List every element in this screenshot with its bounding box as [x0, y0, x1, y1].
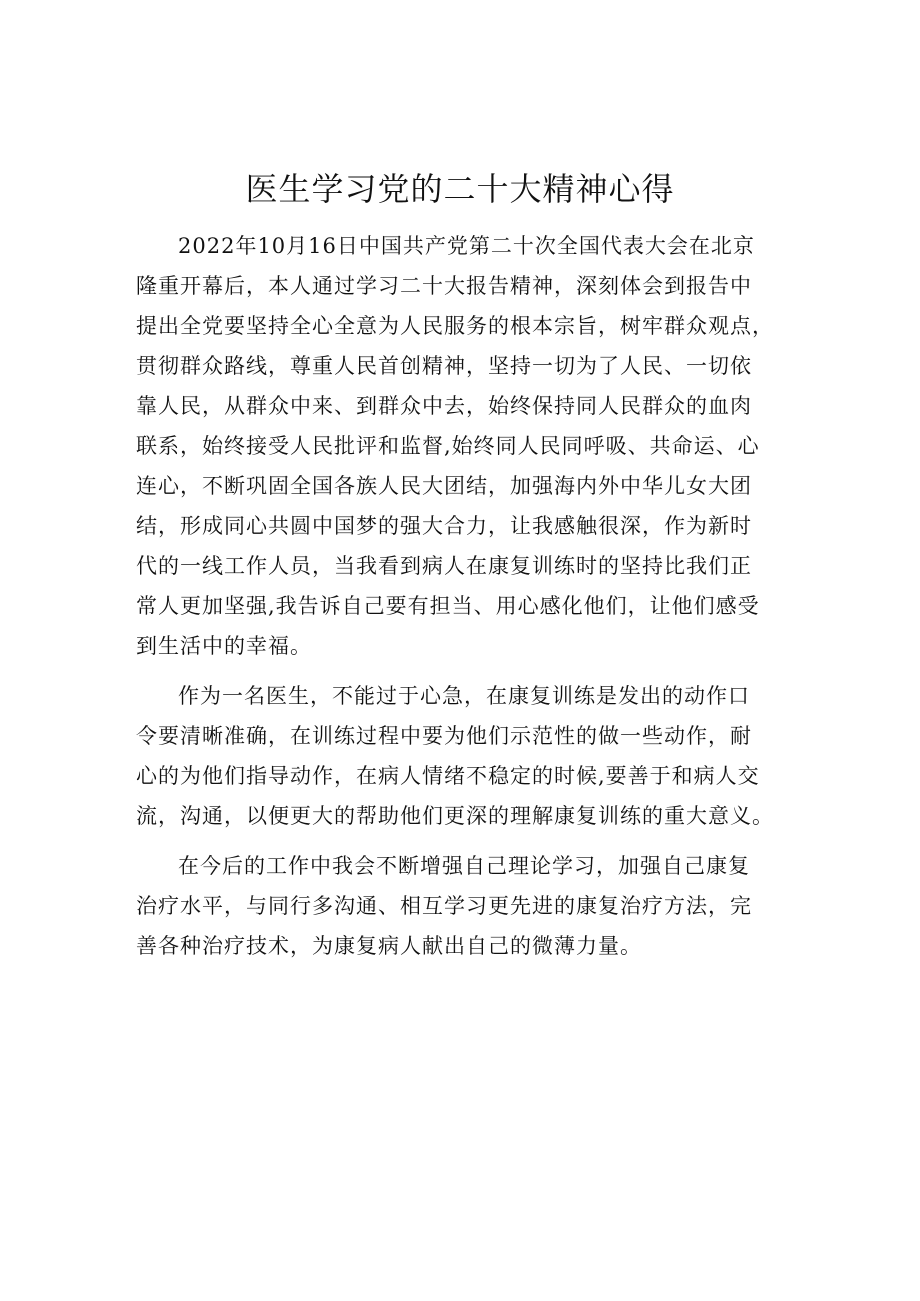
document-title: 医生学习党的二十大精神心得: [245, 170, 675, 209]
paragraph-3: [136, 846, 806, 966]
paragraph-line: 提出全党要坚持全心全意为人民服务的根本宗旨，树牢群众观点，: [136, 314, 774, 338]
paragraph-line: 连心，不断巩固全国各族人民大团结，加强海内外中华儿女大团: [136, 474, 752, 498]
document-body: [136, 226, 806, 966]
paragraph-1: [136, 226, 806, 666]
paragraph-line: 在今后的工作中我会不断增强自己理论学习，加强自己康复: [178, 854, 750, 878]
paragraph-line: 心的为他们指导动作，在病人情绪不稳定的时候,要善于和病人交: [136, 764, 760, 788]
paragraph-line: 2022年10月16日中国共产党第二十次全国代表大会在北京: [178, 234, 755, 258]
paragraph-2: [136, 676, 806, 836]
paragraph-line: 治疗水平，与同行多沟通、相互学习更先进的康复治疗方法，完: [136, 894, 752, 918]
paragraph-line: 贯彻群众路线，尊重人民首创精神，坚持一切为了人民、一切依: [136, 354, 752, 378]
paragraph-line: 常人更加坚强,我告诉自己要有担当、用心感化他们，让他们感受: [136, 594, 760, 618]
paragraph-line: 隆重开幕后，本人通过学习二十大报告精神，深刻体会到报告中: [136, 274, 752, 298]
paragraph-line: 作为一名医生，不能过于心急，在康复训练是发出的动作口: [178, 684, 750, 708]
paragraph-line: 代的一线工作人员，当我看到病人在康复训练时的坚持比我们正: [136, 554, 752, 578]
paragraph-line: 善各种治疗技术，为康复病人献出自己的微薄力量。: [136, 934, 642, 958]
paragraph-line: 联系，始终接受人民批评和监督,始终同人民同呼吸、共命运、心: [136, 434, 760, 458]
paragraph-line: 靠人民，从群众中来、到群众中去，始终保持同人民群众的血肉: [136, 394, 752, 418]
paragraph-line: 到生活中的幸福。: [136, 634, 312, 658]
paragraph-line: 流，沟通，以便更大的帮助他们更深的理解康复训练的重大意义。: [136, 804, 774, 828]
paragraph-line: 令要清晰准确，在训练过程中要为他们示范性的做一些动作，耐: [136, 724, 752, 748]
paragraph-line: 结，形成同心共圆中国梦的强大合力，让我感触很深，作为新时: [136, 514, 752, 538]
